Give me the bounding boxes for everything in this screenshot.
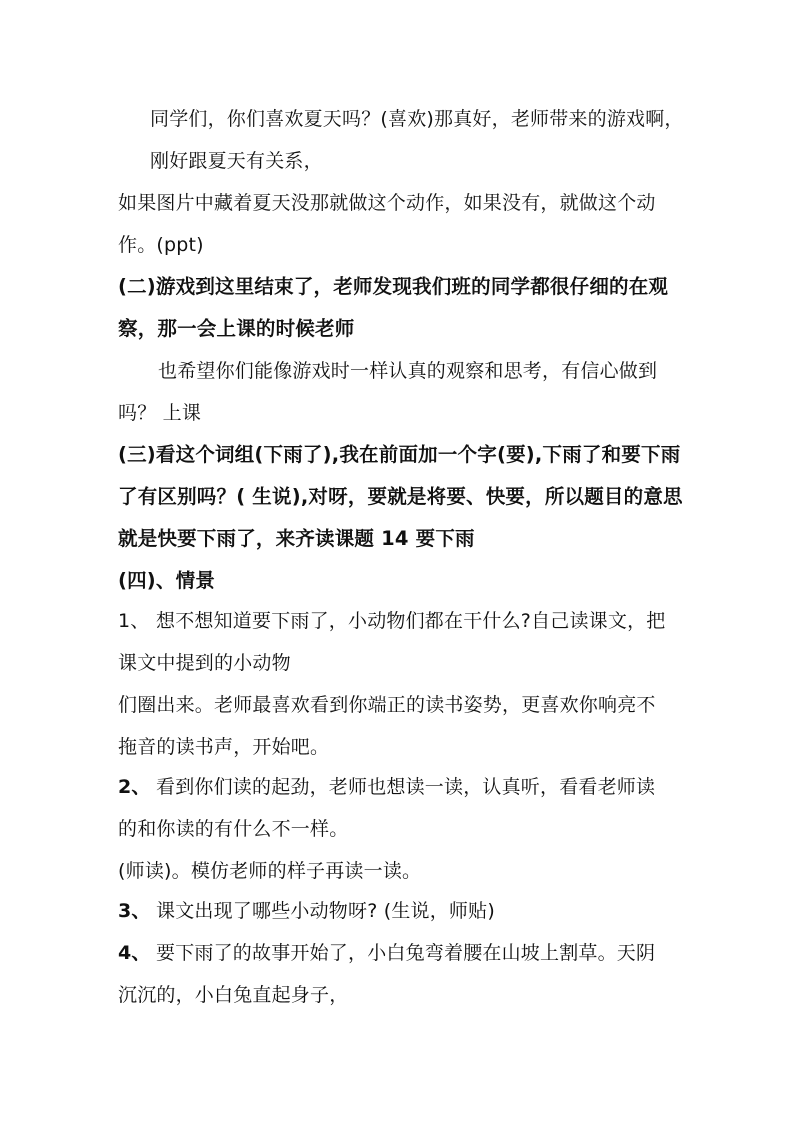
paragraph-line: 作。(ppt)	[118, 234, 204, 256]
list-item-4	[118, 940, 655, 966]
paragraph-line: 也希望你们能像游戏时一样认真的观察和思考，有信心做到	[158, 360, 658, 382]
paragraph-line: 课文中提到的小动物	[118, 652, 291, 674]
paragraph-line: 同学们，你们喜欢夏天吗？(喜欢)那真好，老师带来的游戏啊，	[150, 108, 684, 130]
section-heading-line: 了有区别吗？( 生说),对呀，要就是将要、快要，所以题目的意思	[118, 485, 683, 508]
paragraph-line: 如果图片中藏着夏天没那就做这个动作，如果没有，就做这个动	[118, 192, 656, 214]
list-item-text: 想不想知道要下雨了，小动物们都在干什么?自己读课文，把	[156, 610, 666, 632]
paragraph-line: 沉沉的，小白兔直起身子，	[118, 984, 349, 1006]
paragraph-line: 的和你读的有什么不一样。	[118, 818, 349, 840]
paragraph-line: 吗？ 上课	[118, 402, 202, 424]
list-marker: 1、	[118, 610, 150, 632]
list-marker: 3、	[118, 900, 151, 922]
list-item-1	[118, 608, 666, 634]
section-heading: (四)、情景	[118, 569, 216, 592]
section-heading-line: (三)看这个词组(下雨了),我在前面加一个字(要),下雨了和要下雨	[118, 443, 681, 466]
section-heading-line: 就是快要下雨了，来齐读课题 14 要下雨	[118, 527, 475, 550]
list-marker: 4、	[118, 942, 151, 964]
list-item-3	[118, 898, 495, 924]
paragraph-line: 拖音的读书声，开始吧。	[118, 736, 330, 758]
paragraph-line: 们圈出来。老师最喜欢看到你端正的读书姿势，更喜欢你响亮不	[118, 694, 656, 716]
list-item-2	[118, 774, 655, 800]
section-heading-line: 察，那一会上课的时候老师	[118, 317, 355, 340]
list-marker: 2、	[118, 776, 151, 798]
section-heading-line: (二)游戏到这里结束了，老师发现我们班的同学都很仔细的在观	[118, 275, 669, 298]
list-item-text: 课文出现了哪些小动物呀? (生说，师贴)	[156, 900, 495, 922]
list-item-text: 要下雨了的故事开始了，小白兔弯着腰在山坡上割草。天阴	[156, 942, 656, 964]
paragraph-line: 刚好跟夏天有关系，	[150, 150, 323, 172]
list-item-text: 看到你们读的起劲，老师也想读一读，认真听，看看老师读	[156, 776, 656, 798]
paragraph-line: (师读)。模仿老师的样子再读一读。	[118, 860, 422, 882]
